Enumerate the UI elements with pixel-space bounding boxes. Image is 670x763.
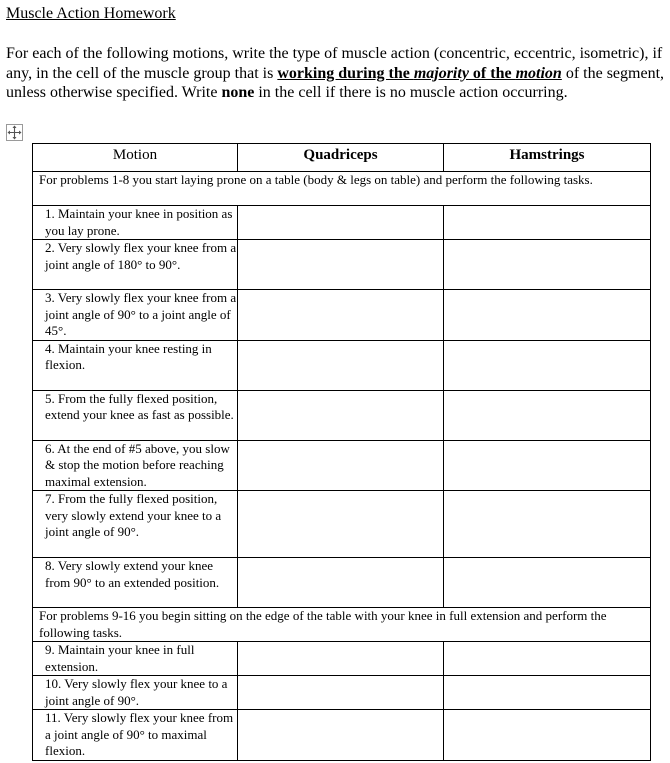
table-row bbox=[33, 290, 651, 341]
motion-cell-10: 10. Very slowly flex your knee to a joint angle of 90°. bbox=[33, 676, 238, 710]
quadriceps-answer-11[interactable] bbox=[238, 710, 444, 761]
table-row bbox=[33, 240, 651, 290]
header-hamstrings: Hamstrings bbox=[444, 144, 651, 172]
section-1-text: For problems 1-8 you start laying prone on a table (body & legs on table) and perform the following tasks. bbox=[33, 172, 651, 206]
table-row bbox=[33, 491, 651, 558]
section-row-2 bbox=[33, 608, 651, 642]
instructions-none-word: none bbox=[221, 84, 255, 101]
instructions-text-1: For each of the following motions, write the type of muscle action (concentric, eccentric, isometric), if any, in the cell of the muscle group that is bbox=[6, 45, 663, 82]
motion-cell-1: 1. Maintain your knee in position as you lay prone. bbox=[33, 206, 238, 240]
hamstrings-answer-5[interactable] bbox=[444, 390, 651, 440]
table-row bbox=[33, 206, 651, 240]
table-move-handle-icon[interactable] bbox=[6, 124, 23, 141]
instructions-text-2: of the segment, unless otherwise specified. Write bbox=[6, 64, 665, 101]
instructions-emphasis-1: working during the bbox=[277, 64, 414, 82]
hamstrings-answer-4[interactable] bbox=[444, 340, 651, 390]
motion-cell-8: 8. Very slowly extend your knee from 90° to an extended position. bbox=[33, 558, 238, 608]
quadriceps-answer-7[interactable] bbox=[238, 491, 444, 558]
table-header-row bbox=[33, 144, 651, 172]
header-motion: Motion bbox=[33, 144, 238, 172]
table-row bbox=[33, 642, 651, 676]
motion-cell-5: 5. From the fully flexed position, extend your knee as fast as possible. bbox=[33, 390, 238, 440]
motion-cell-7: 7. From the fully flexed position, very slowly extend your knee to a joint angle of 90°. bbox=[33, 491, 238, 558]
quadriceps-answer-4[interactable] bbox=[238, 340, 444, 390]
quadriceps-answer-9[interactable] bbox=[238, 642, 444, 676]
quadriceps-answer-6[interactable] bbox=[238, 440, 444, 491]
hamstrings-answer-9[interactable] bbox=[444, 642, 651, 676]
instructions-emphasis-motion: motion bbox=[515, 64, 562, 82]
quadriceps-answer-2[interactable] bbox=[238, 240, 444, 290]
hamstrings-answer-6[interactable] bbox=[444, 440, 651, 491]
quadriceps-answer-3[interactable] bbox=[238, 290, 444, 341]
document-title: Muscle Action Homework bbox=[6, 5, 176, 22]
quadriceps-answer-1[interactable] bbox=[238, 206, 444, 240]
table-row bbox=[33, 676, 651, 710]
motion-cell-2: 2. Very slowly flex your knee from a joint angle of 180° to 90°. bbox=[33, 240, 238, 290]
instructions-paragraph bbox=[6, 44, 666, 103]
table-row bbox=[33, 340, 651, 390]
instructions-emphasis-2: of the bbox=[468, 64, 516, 82]
header-quadriceps: Quadriceps bbox=[238, 144, 444, 172]
instructions-emphasis-majority: majority bbox=[413, 64, 469, 82]
muscle-action-table bbox=[32, 143, 651, 761]
table-row bbox=[33, 390, 651, 440]
table-row bbox=[33, 710, 651, 761]
hamstrings-answer-2[interactable] bbox=[444, 240, 651, 290]
section-row-1 bbox=[33, 172, 651, 206]
motion-cell-11: 11. Very slowly flex your knee from a joint angle of 90° to maximal flexion. bbox=[33, 710, 238, 761]
hamstrings-answer-3[interactable] bbox=[444, 290, 651, 341]
hamstrings-answer-10[interactable] bbox=[444, 676, 651, 710]
hamstrings-answer-11[interactable] bbox=[444, 710, 651, 761]
motion-cell-3: 3. Very slowly flex your knee from a joint angle of 90° to a joint angle of 45°. bbox=[33, 290, 238, 341]
table-row bbox=[33, 440, 651, 491]
hamstrings-answer-8[interactable] bbox=[444, 558, 651, 608]
quadriceps-answer-10[interactable] bbox=[238, 676, 444, 710]
instructions-text-3: in the cell if there is no muscle action occurring. bbox=[254, 84, 568, 101]
motion-cell-4: 4. Maintain your knee resting in flexion. bbox=[33, 340, 238, 390]
hamstrings-answer-7[interactable] bbox=[444, 491, 651, 558]
motion-cell-6: 6. At the end of #5 above, you slow & stop the motion before reaching maximal extension. bbox=[33, 440, 238, 491]
section-2-text: For problems 9-16 you begin sitting on the edge of the table with your knee in full extension and perform the following tasks. bbox=[33, 608, 651, 642]
hamstrings-answer-1[interactable] bbox=[444, 206, 651, 240]
table-row bbox=[33, 558, 651, 608]
motion-cell-9: 9. Maintain your knee in full extension. bbox=[33, 642, 238, 676]
quadriceps-answer-5[interactable] bbox=[238, 390, 444, 440]
quadriceps-answer-8[interactable] bbox=[238, 558, 444, 608]
